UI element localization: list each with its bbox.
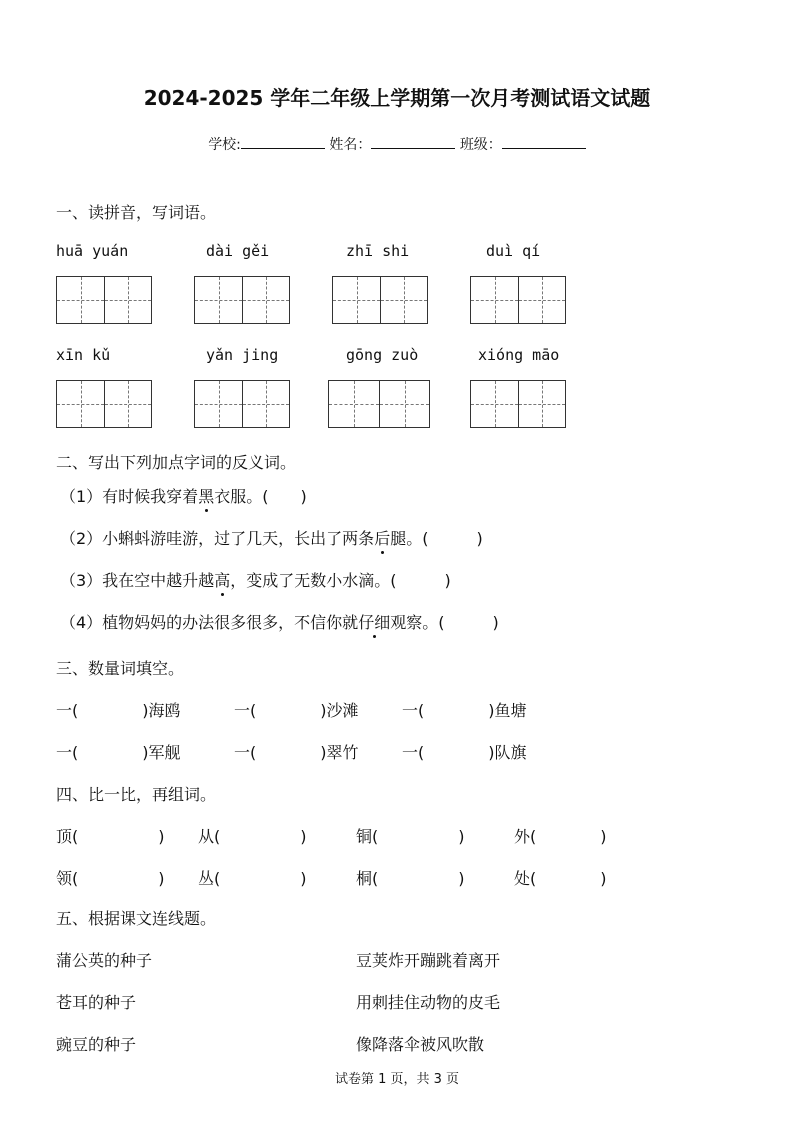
question-line [60,526,483,549]
question-text: （1）有时候我穿着 [60,487,199,506]
tianzige-box[interactable] [328,380,430,428]
tianzige-cell [242,381,289,427]
question-line [60,610,499,633]
pinyin-label: gōng zuò [346,346,419,364]
pinyin-label: huā yuán [56,242,129,260]
tianzige-box[interactable] [470,276,566,324]
word-item[interactable]: 从( ) [198,827,307,846]
section-4-heading: 四、比一比，再组词。 [56,785,217,804]
question-text: （3）我在空中越升越 [60,571,215,590]
tianzige-cell [57,381,104,427]
tianzige-cell [104,277,151,323]
dotted-word: 后 [374,526,390,549]
tianzige-cell [379,381,429,427]
match-right-item[interactable]: 像降落伞被风吹散 [356,1035,485,1054]
pinyin-label: xióng māo [478,346,560,364]
tianzige-cell [195,277,242,323]
question-line [60,484,307,507]
tianzige-cell [518,381,565,427]
match-left-item[interactable]: 苍耳的种子 [56,993,137,1012]
dotted-word: 黑 [198,484,214,507]
tianzige-cell [518,277,565,323]
tianzige-cell [195,381,242,427]
fill-item[interactable]: 一( )沙滩 [234,701,359,720]
section-2-heading: 二、写出下列加点字词的反义词。 [56,453,297,472]
dotted-word: 仔细 [358,610,390,633]
pinyin-label: dài gěi [206,242,270,260]
word-item[interactable]: 领( ) [56,869,165,888]
dotted-word: 高 [214,568,230,591]
school-blank[interactable] [241,134,325,149]
tianzige-cell [471,277,518,323]
tianzige-cell [242,277,289,323]
class-label: 班级： [459,137,502,153]
word-item[interactable]: 处( ) [514,869,607,888]
class-blank[interactable] [502,134,586,149]
tianzige-box[interactable] [194,276,290,324]
fill-item[interactable]: 一( )海鸥 [56,701,181,720]
word-item[interactable]: 桐( ) [356,869,465,888]
tianzige-cell [57,277,104,323]
pinyin-label: xīn kǔ [56,346,111,364]
question-line [60,568,451,591]
match-left-item[interactable]: 豌豆的种子 [56,1035,137,1054]
pinyin-label: zhī shi [346,242,410,260]
fill-item[interactable]: 一( )队旗 [402,743,527,762]
section-5-heading: 五、根据课文连线题。 [56,909,217,928]
fill-item[interactable]: 一( )翠竹 [234,743,359,762]
word-item[interactable]: 铜( ) [356,827,465,846]
match-left-item[interactable]: 蒲公英的种子 [56,951,153,970]
tianzige-box[interactable] [56,380,152,428]
student-info-line [0,134,794,154]
tianzige-cell [380,277,427,323]
tianzige-box[interactable] [332,276,428,324]
section-3-heading: 三、数量词填空。 [56,659,185,678]
tianzige-box[interactable] [470,380,566,428]
pinyin-label: yǎn jing [206,346,279,364]
word-item[interactable]: 顶( ) [56,827,165,846]
name-blank[interactable] [371,134,455,149]
word-item[interactable]: 丛( ) [198,869,307,888]
tianzige-box[interactable] [194,380,290,428]
tianzige-cell [333,277,380,323]
question-text: （2）小蝌蚪游哇游，过了几天，长出了两条 [60,529,375,548]
question-text: 衣服。( ) [214,487,307,506]
tianzige-cell [329,381,379,427]
match-right-item[interactable]: 用刺挂住动物的皮毛 [356,993,501,1012]
match-right-item[interactable]: 豆荚炸开蹦跳着离开 [356,951,501,970]
question-text: ，变成了无数小水滴。( ) [230,571,451,590]
question-text: 观察。( ) [390,613,499,632]
tianzige-cell [471,381,518,427]
page-title: 2024-2025 学年二年级上学期第一次月考测试语文试题 [143,86,651,110]
question-text: （4）植物妈妈的办法很多很多，不信你就 [60,613,359,632]
school-label: 学校: [208,137,241,153]
question-text: 腿。( ) [390,529,483,548]
name-label: 姓名： [329,137,372,153]
word-item[interactable]: 外( ) [514,827,607,846]
tianzige-box[interactable] [56,276,152,324]
section-1-heading: 一、读拼音，写词语。 [56,203,217,222]
tianzige-cell [104,381,151,427]
page-footer: 试卷第 1 页，共 3 页 [334,1072,460,1087]
fill-item[interactable]: 一( )鱼塘 [402,701,527,720]
fill-item[interactable]: 一( )军舰 [56,743,181,762]
pinyin-label: duì qí [486,242,541,260]
